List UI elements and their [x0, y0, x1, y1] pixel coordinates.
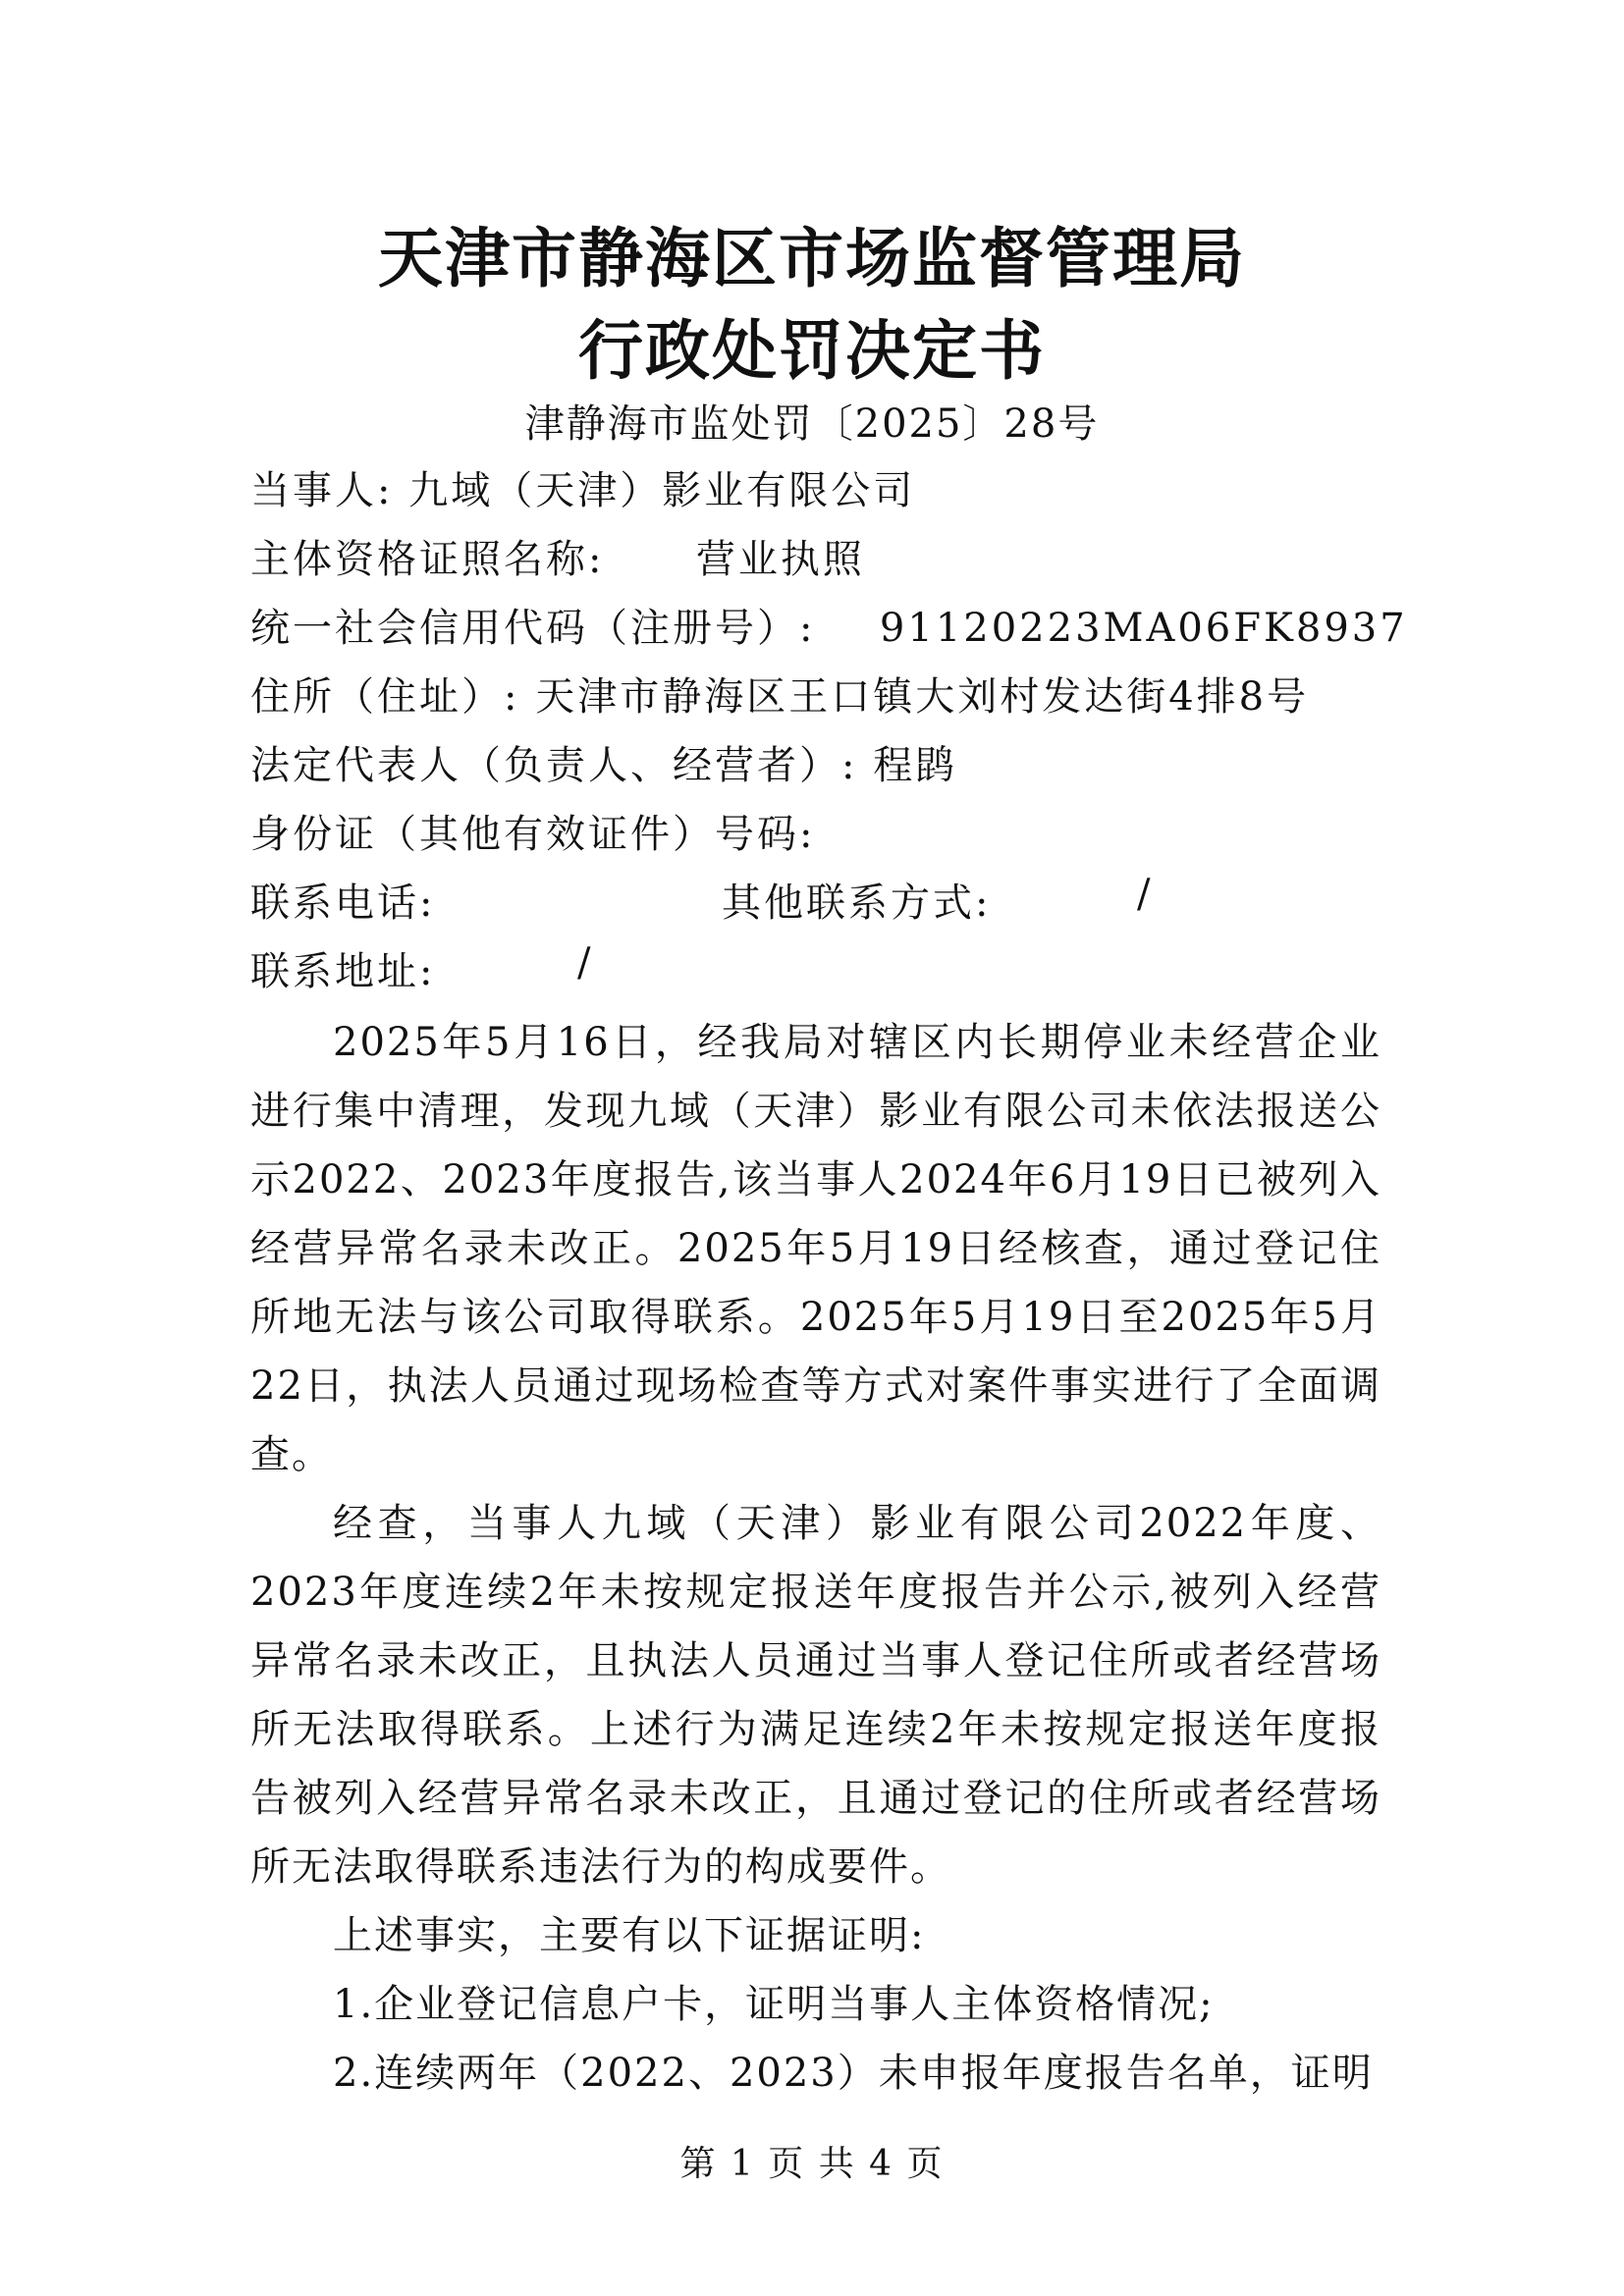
contact-address-label: 联系地址: [250, 949, 436, 994]
body-paragraph-2: 经查，当事人九域（天津）影业有限公司2022年度、2023年度连续2年未按规定报送年度报告并公示,被列入经营异常名录未改正，且执法人员通过当事人登记住所或者经营场所无法取得联系。上述行为满足连续2年未按规定报送年度报告被列入经营异常名录未改正，且通过登记的住所或者经营场所无法取得联系违法行为的构成要件。 [250, 1501, 1381, 1890]
license-value: 营业执照 [695, 537, 865, 582]
body-paragraph-3: 上述事实，主要有以下证据证明: [333, 1913, 926, 1958]
evidence-item-2: 2.连续两年（2022、2023）未申报年度报告名单，证明 [333, 2051, 1374, 2096]
legal-rep-row [250, 734, 957, 790]
credit-code-label: 统一社会信用代码（注册号）: [250, 606, 816, 651]
other-contact-label: 其他联系方式: [722, 881, 992, 926]
party-label: 当事人: [250, 468, 394, 513]
address-label: 住所（住址）: [250, 674, 520, 720]
legal-rep-label: 法定代表人（负责人、经营者）: [250, 743, 858, 788]
id-label: 身份证（其他有效证件）号码: [250, 812, 816, 857]
contact-address-value: / [577, 940, 591, 986]
document-title-line2: 行政处罚决定书 [578, 312, 1046, 389]
address-value: 天津市静海区王口镇大刘村发达街4排8号 [535, 674, 1310, 720]
credit-code-value: 91120223MA06FK8937 [879, 606, 1408, 651]
phone-label: 联系电话: [250, 881, 436, 926]
page-footer: 第 1 页 共 4 页 [679, 2144, 945, 2184]
address-row [250, 666, 1309, 721]
party-row [250, 459, 915, 515]
id-row [250, 803, 815, 859]
other-contact-value: / [1137, 872, 1151, 917]
evidence-item-1: 1.企业登记信息户卡，证明当事人主体资格情况; [333, 1982, 1215, 2027]
document-title-line1: 天津市静海区市场监督管理局 [378, 220, 1246, 296]
license-row [250, 528, 865, 584]
document-number: 津静海市监处罚〔2025〕28号 [524, 401, 1100, 447]
credit-code-row [250, 597, 1408, 653]
license-label: 主体资格证照名称: [250, 537, 605, 582]
body-paragraph-1: 2025年5月16日，经我局对辖区内长期停业未经营企业进行集中清理，发现九域（天津）影业有限公司未依法报送公示2022、2023年度报告,该当事人2024年6月19日已被列入经营异常名录未改正。2025年5月19日经核查，通过登记住所地无法与该公司取得联系。2025年5月19日至2025年5月22日，执法人员通过现场检查等方式对案件事实进行了全面调查。 [250, 1020, 1381, 1477]
party-value: 九域（天津）影业有限公司 [408, 468, 916, 513]
legal-rep-value: 程鹍 [873, 743, 958, 788]
